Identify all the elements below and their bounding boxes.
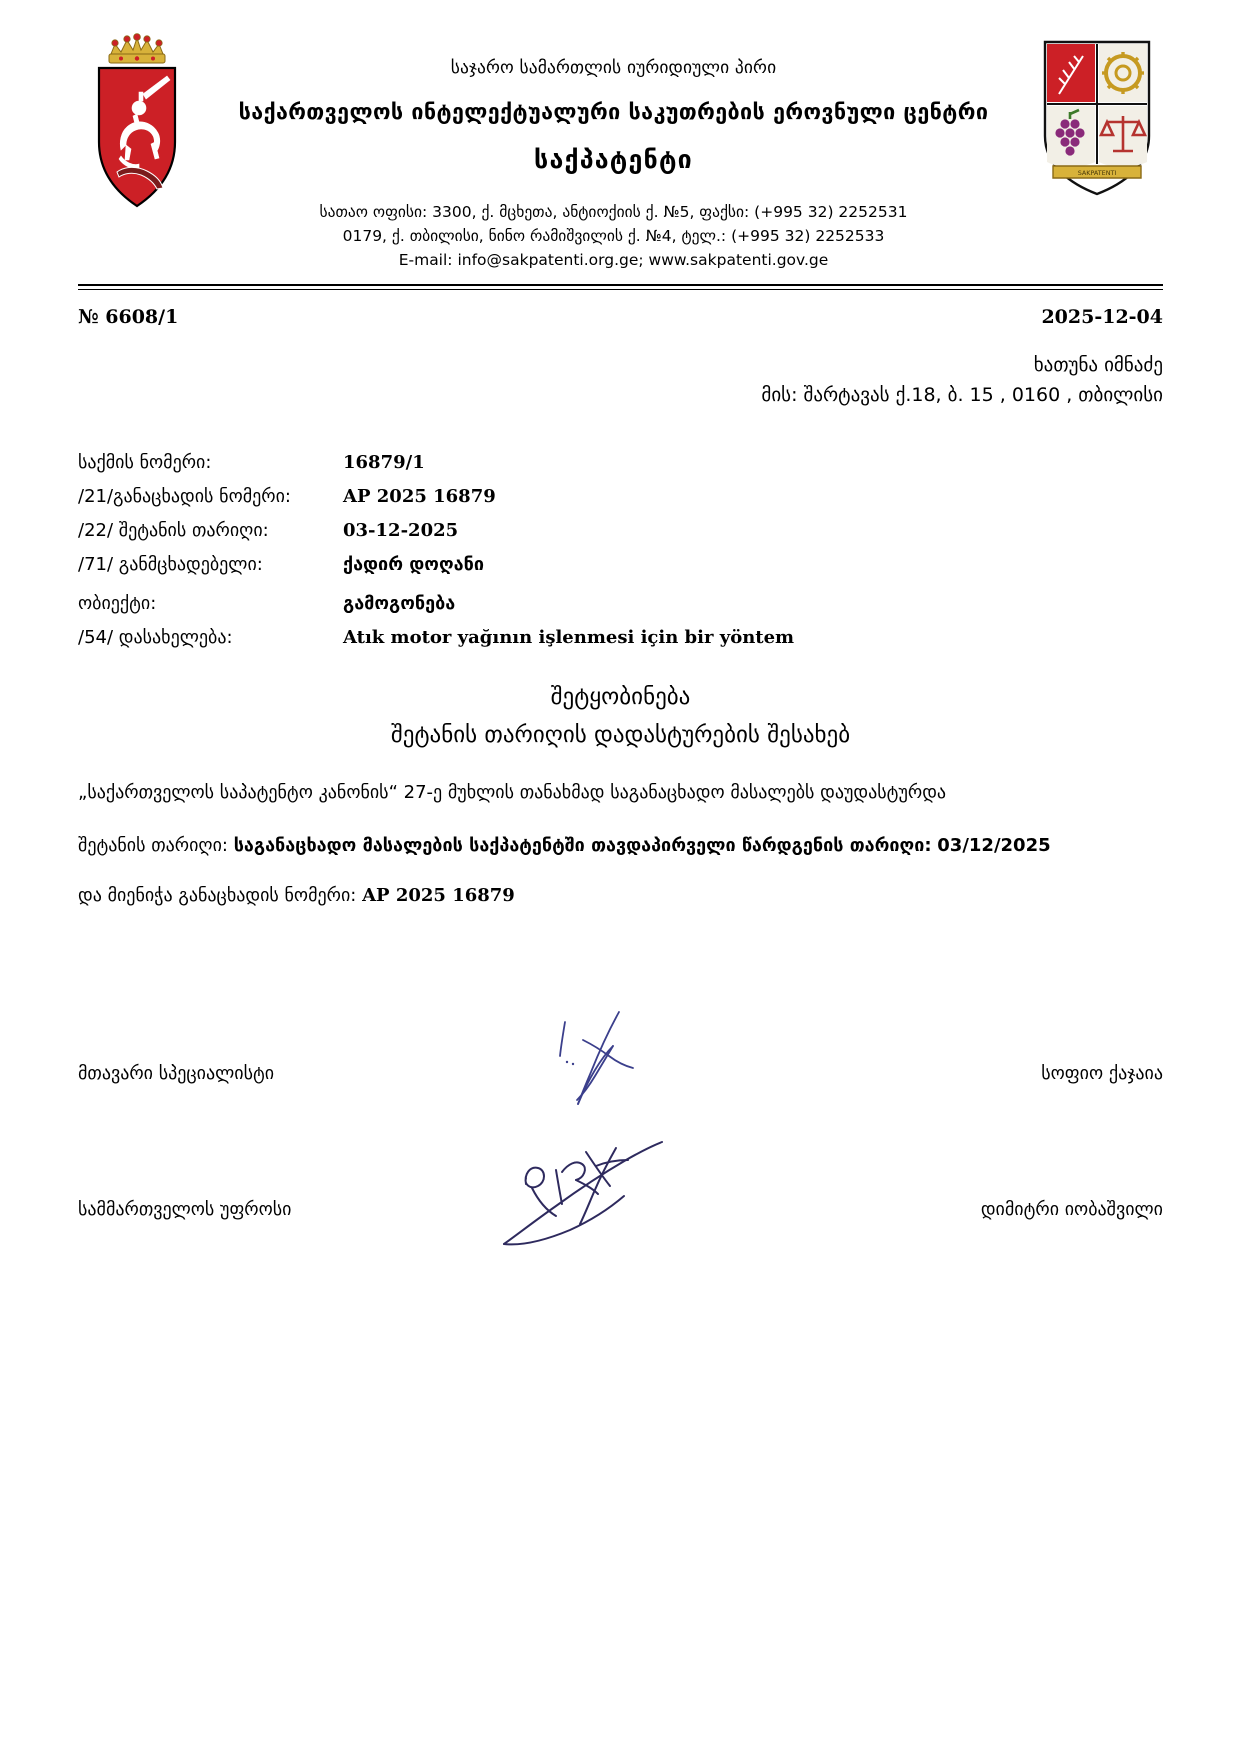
contact-line-email: E-mail: info@sakpatenti.org.ge; www.sakpatenti.gov.ge [398,251,829,270]
filing-date-value: 03/12/2025 [937,835,1051,857]
field-value: AP 2025 16879 [343,486,496,508]
svg-text:SAKPATENTI: SAKPATENTI [1077,169,1117,177]
application-number-label: და მიენიჭა განაცხადის ნომერი: [78,884,357,906]
signatory-role: სამმართველოს უფროსი [78,1199,292,1221]
reference-row [78,306,1163,328]
header-divider [78,272,1163,290]
paragraph-application-number [78,881,1163,910]
case-fields [78,452,1163,648]
reference-number: № 6608/1 [78,305,179,328]
signatory-role: მთავარი სპეციალისტი [78,1063,275,1085]
paragraph-filing-date [78,831,1163,860]
paragraph-law-reference: „საქართველოს საპატენტო კანონის“ 27-ე მუხლის თანახმად საგანაცხადო მასალებს დაუდასტურდა [78,782,947,804]
field-label: /21/განაცხადის ნომერი: [78,486,291,508]
field-value: ქადირ დოღანი [343,554,484,576]
heading-line-2: შეტანის თარიღის დადასტურების შესახებ [390,722,851,749]
field-value: 16879/1 [343,452,425,474]
field-value: 03-12-2025 [343,520,459,542]
field-row-title [78,627,1163,648]
field-value: გამოგონება [343,593,456,615]
heading-line-1: შეტყობინება [550,684,691,711]
contact-line-tbilisi: 0179, ქ. თბილისი, ნინო რამიშვილის ქ. №4, ტელ.: (+995 32) 2252533 [342,227,885,246]
application-number-value: AP 2025 16879 [362,884,515,906]
divider-thin [78,289,1163,290]
field-row-filing-date [78,520,1163,541]
addressee-name: ხათუნა იმნაძე [1033,353,1163,376]
signature-row-specialist [78,1028,1163,1120]
addressee-address: მის: შარტავას ქ.18, ბ. 15 , 0160 , თბილისი [761,383,1163,406]
document-body [78,778,1163,909]
addressee-block [78,350,1163,411]
document-heading [78,684,1163,748]
sakpatenti-emblem [1031,28,1163,202]
field-label: /22/ შეტანის თარიღი: [78,520,269,542]
georgia-coat-of-arms [78,28,196,222]
handwritten-signature-specialist [521,1000,721,1124]
field-label: საქმის ნომერი: [78,452,212,474]
field-row-applicant [78,554,1163,575]
field-row-application-number [78,486,1163,507]
contact-line-head-office: სათაო ოფისი: 3300, ქ. მცხეთა, ანტიოქიის ქ. №5, ფაქსი: (+995 32) 2252531 [319,203,908,221]
signatory-name: სოფიო ქაჯაია [1041,1063,1163,1085]
signature-block [78,1028,1163,1256]
field-value: Atık motor yağının işlenmesi için bir yöntem [343,627,795,649]
filing-date-label: შეტანის თარიღი: [78,835,228,857]
divider-thick [78,284,1163,286]
org-name: საქართველოს ინტელექტუალური საკუთრების ეროვნული ცენტრი [238,100,989,125]
signature-row-head [78,1164,1163,1256]
field-label: /54/ დასახელება: [78,627,233,649]
handwritten-signature-head [468,1122,708,1276]
filing-date-description: საგანაცხადო მასალების საქპატენტში თავდაპირველი წარდგენის თარიღი: [233,835,932,857]
org-brand: საქპატენტი [534,145,693,174]
field-row-case-number [78,452,1163,473]
letterhead [78,28,1163,272]
field-label: /71/ განმცხადებელი: [78,554,263,576]
field-label: ობიექტი: [78,593,157,615]
org-subtitle: საჯარო სამართლის იურიდიული პირი [450,58,777,78]
field-row-object [78,593,1163,614]
reference-date: 2025-12-04 [1041,305,1163,328]
signatory-name: დიმიტრი იობაშვილი [980,1199,1163,1221]
letterhead-text [206,28,1021,272]
